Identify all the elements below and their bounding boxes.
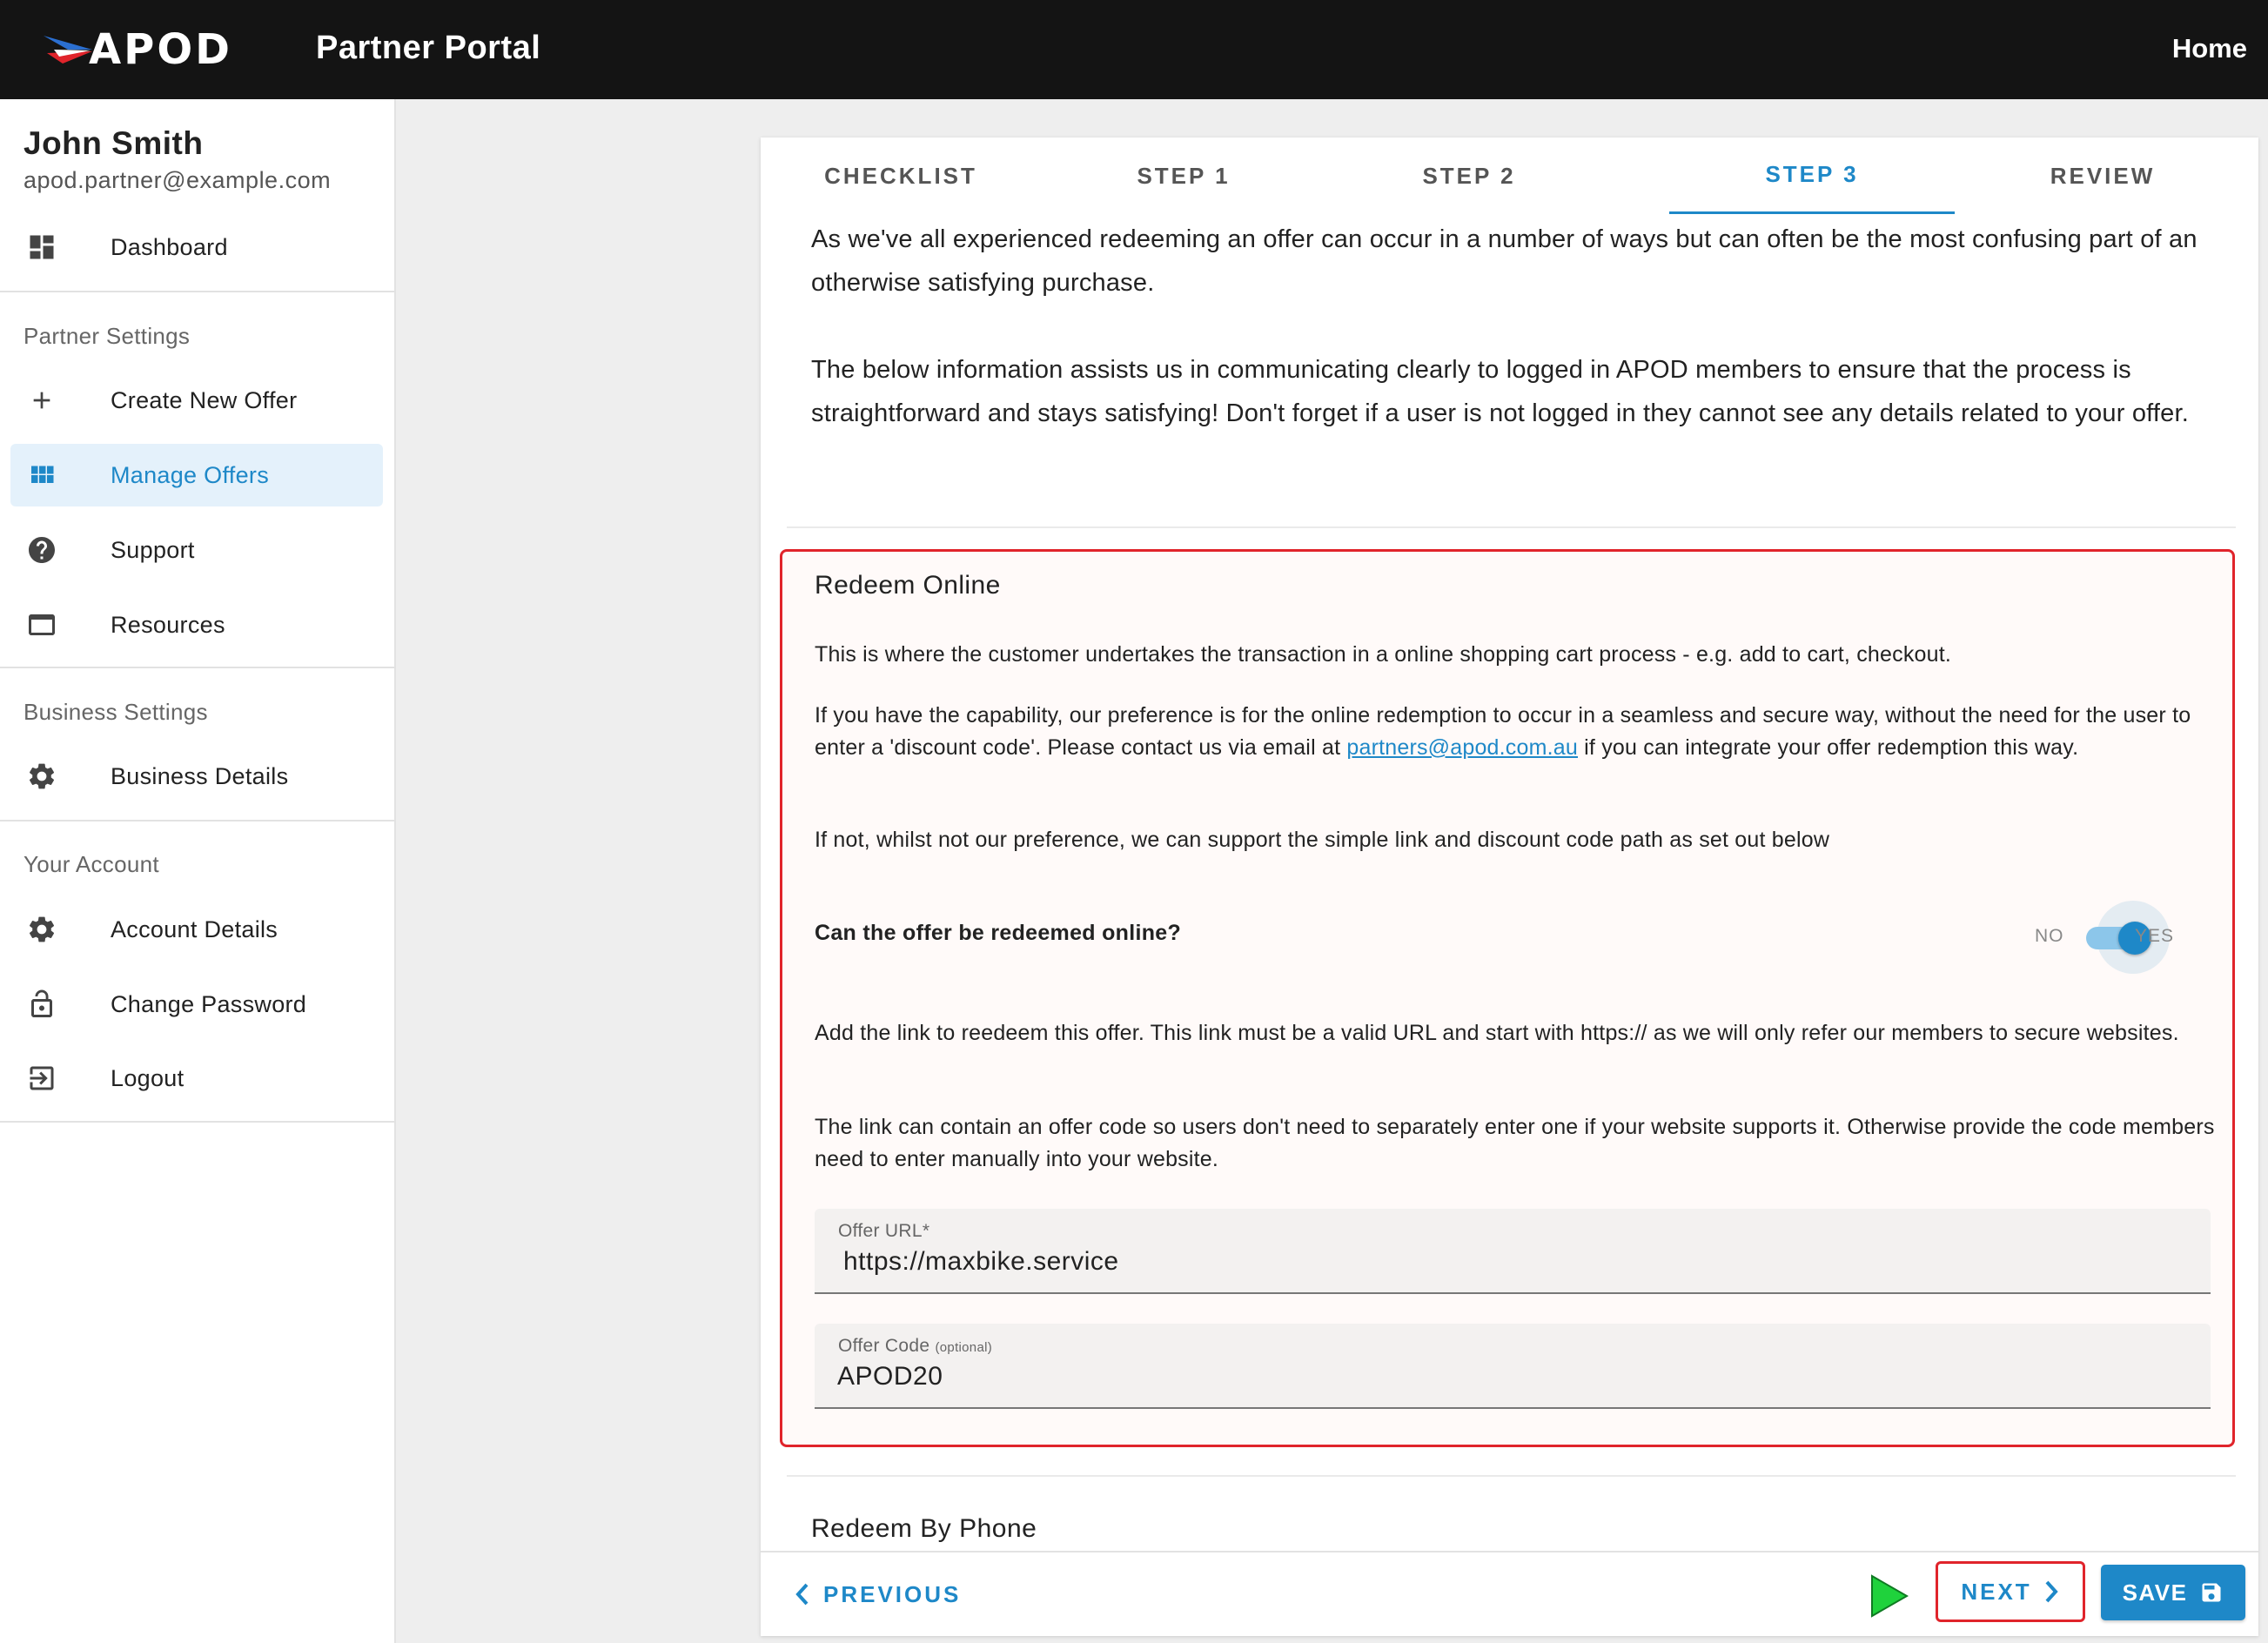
logo-swoosh-icon [42, 30, 94, 69]
section-divider [787, 526, 2236, 528]
previous-button[interactable] [794, 1577, 961, 1612]
sidebar-item-manage-offers[interactable] [10, 444, 383, 506]
redeem-online-fallback: If not, whilst not our preference, we can support the simple link and discount code path as set out below [815, 828, 1830, 852]
portal-title: Partner Portal [316, 30, 541, 66]
sidebar-item-label: Support [111, 536, 195, 563]
section-heading-your-account: Your Account [23, 851, 159, 877]
sidebar-item-label: Business Details [111, 762, 289, 789]
home-link[interactable]: Home [2171, 33, 2247, 64]
toggle-no-label: NO [2035, 926, 2064, 946]
sidebar-item-label: Dashboard [111, 233, 228, 260]
user-email: apod.partner@example.com [23, 167, 332, 193]
sidebar-divider [0, 820, 394, 822]
lock-icon [26, 989, 57, 1020]
offer-url-field[interactable] [815, 1209, 2211, 1294]
offer-step-card [761, 137, 2258, 1636]
offer-link-instructions: Add the link to reedeem this offer. This link must be a valid URL and start with https:// as we will only refer our members to secure websites. [815, 1021, 2179, 1045]
chevron-left-icon [794, 1582, 811, 1606]
sidebar-divider [0, 1121, 394, 1123]
offer-url-label: Offer URL* [838, 1221, 930, 1241]
intro-paragraph: The below information assists us in communicating clearly to logged in APOD members to ensure that the process is straightforward and stays satisfying! Don't forget if a user is not logged in they cannot see any details related to your offer. [811, 356, 2189, 427]
apod-logo[interactable] [42, 26, 232, 73]
next-label: NEXT [1961, 1578, 2032, 1605]
save-button[interactable] [2101, 1565, 2245, 1620]
save-disk-icon [2199, 1580, 2224, 1605]
preference-text-end: if you can integrate your offer redemption this way. [1578, 735, 2079, 760]
sidebar-item-support[interactable] [10, 519, 383, 581]
sidebar-item-account-details[interactable] [10, 898, 383, 961]
previous-label: PREVIOUS [823, 1580, 962, 1607]
sidebar [0, 99, 396, 1643]
redeem-online-title: Redeem Online [815, 571, 1001, 600]
grid-icon [26, 459, 57, 491]
step-footer [761, 1551, 2258, 1636]
offer-code-instructions: The link can contain an offer code so users don't need to separately enter one if your website supports it. Otherwise provide the code members need to enter manually into your website. [815, 1115, 2215, 1171]
chevron-right-icon [2043, 1579, 2060, 1604]
sidebar-item-logout[interactable] [10, 1047, 383, 1110]
tab-step-1[interactable]: STEP 1 [1137, 162, 1231, 189]
sidebar-item-change-password[interactable] [10, 973, 383, 1036]
logo-text: APOD [89, 25, 232, 74]
section-heading-business-settings: Business Settings [23, 699, 208, 725]
plus-icon [26, 385, 57, 416]
partners-email-link[interactable]: partners@apod.com.au [1346, 735, 1578, 760]
offer-code-label-text: Offer Code [838, 1336, 930, 1356]
toggle-yes-label: YES [2135, 926, 2175, 946]
gear-icon [26, 914, 57, 945]
help-icon [26, 534, 57, 566]
offer-code-field[interactable] [815, 1324, 2211, 1409]
tab-checklist[interactable]: CHECKLIST [824, 162, 977, 189]
optional-label: (optional) [935, 1340, 993, 1355]
redeem-by-phone-title: Redeem By Phone [811, 1514, 1037, 1543]
sidebar-item-dashboard[interactable] [10, 216, 383, 278]
redeem-online-question: Can the offer be redeemed online? [815, 921, 1182, 945]
sidebar-divider [0, 291, 394, 292]
sidebar-item-label: Account Details [111, 915, 278, 942]
sidebar-item-label: Create New Offer [111, 386, 298, 413]
sidebar-item-label: Change Password [111, 990, 307, 1017]
sidebar-item-business-details[interactable] [10, 745, 383, 808]
tab-step-3[interactable]: STEP 3 [1669, 137, 1955, 214]
redeem-online-description: This is where the customer undertakes the transaction in a online shopping cart process - e.g. add to cart, checkout. [815, 642, 1952, 667]
save-label: SAVE [2122, 1579, 2188, 1606]
section-heading-partner-settings: Partner Settings [23, 323, 191, 349]
gear-icon [26, 761, 57, 792]
play-icon [1869, 1573, 1909, 1619]
intro-paragraph: As we've all experienced redeeming an offer can occur in a number of ways but can often be the most confusing part of an otherwise satisfying purchase. [811, 225, 2198, 297]
redeem-online-preference [815, 700, 2216, 764]
tab-step-2[interactable]: STEP 2 [1422, 162, 1516, 189]
sidebar-item-resources[interactable] [10, 593, 383, 656]
dashboard-icon [26, 231, 57, 263]
section-divider [787, 1475, 2236, 1477]
logout-icon [26, 1063, 57, 1094]
sidebar-item-label: Manage Offers [111, 461, 269, 488]
offer-url-input[interactable] [843, 1247, 2184, 1277]
sidebar-item-label: Resources [111, 611, 225, 638]
intro-text [811, 218, 2221, 479]
window-icon [26, 609, 57, 640]
tab-review[interactable]: REVIEW [2050, 162, 2156, 189]
step-tabs [761, 137, 2258, 214]
sidebar-divider [0, 667, 394, 668]
redeem-online-section [780, 549, 2235, 1447]
next-button[interactable] [1936, 1561, 2085, 1622]
offer-code-input[interactable] [837, 1362, 2177, 1392]
sidebar-item-create-new-offer[interactable] [10, 369, 383, 432]
preference-text: If you have the capability, our preference is for the online redemption to occur in a seamless and secure way, without the need for the user to enter a 'discount code'. Please contact us via email at [815, 703, 2191, 760]
top-bar [0, 0, 2268, 99]
sidebar-item-label: Logout [111, 1064, 185, 1091]
offer-code-label [838, 1336, 992, 1357]
user-name: John Smith [23, 125, 204, 161]
